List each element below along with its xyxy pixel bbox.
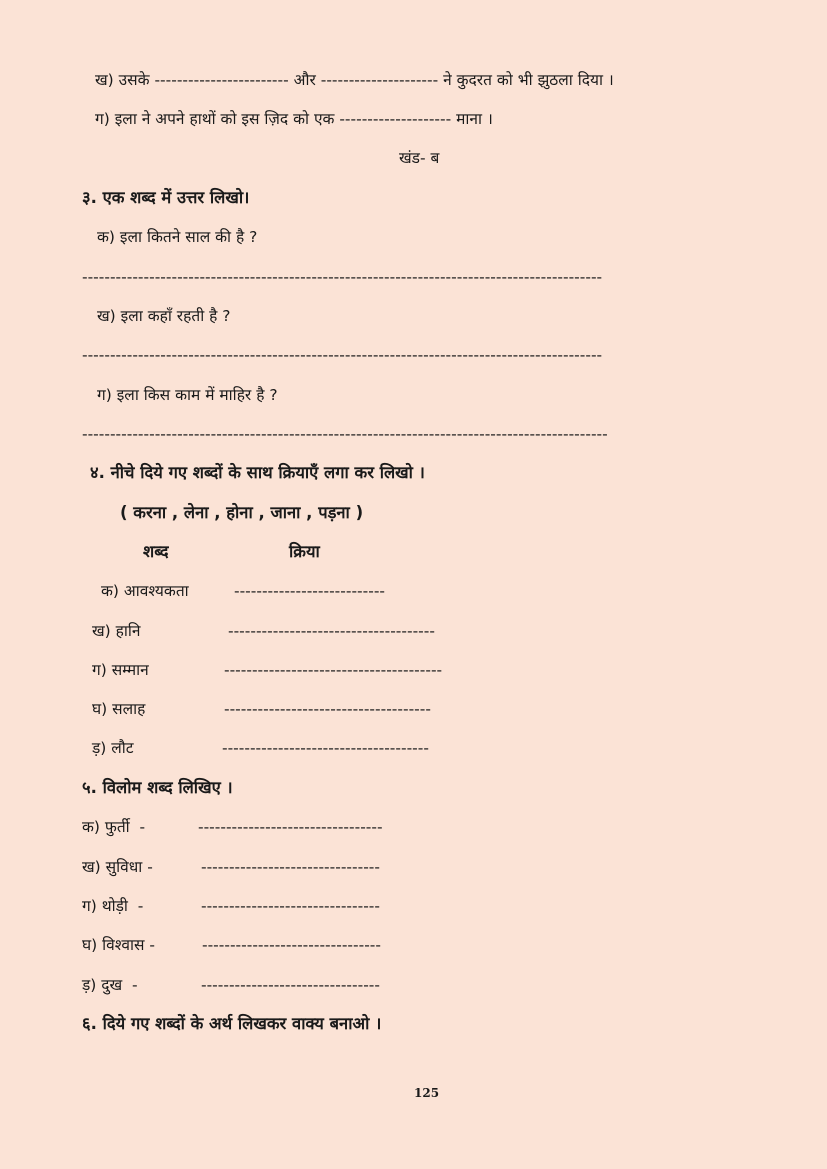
q4-item-line: ------------------------------------- bbox=[228, 622, 435, 640]
q4-item-label: घ) सलाह bbox=[92, 700, 146, 718]
q5-item-line: -------------------------------- bbox=[201, 976, 380, 994]
q5-item-label: ख) सुविधा - bbox=[82, 858, 153, 876]
q5-item-line: --------------------------------- bbox=[198, 818, 383, 836]
q4-item-label: ग) सम्मान bbox=[92, 661, 149, 679]
q5-item-label: ग) थोड़ी - bbox=[82, 897, 144, 915]
page-number: 125 bbox=[414, 1086, 440, 1100]
q4-item-line: ------------------------------------- bbox=[224, 700, 431, 718]
q5-item-line: -------------------------------- bbox=[201, 897, 380, 915]
q5-item-label: घ) विश्वास - bbox=[82, 936, 155, 954]
q3-item-ga: ग) इला किस काम में माहिर है ? bbox=[97, 386, 278, 404]
q5-title: ५. विलोम शब्द लिखिए । bbox=[82, 778, 233, 797]
q5-item-line: -------------------------------- bbox=[202, 936, 381, 954]
q4-title: ४. नीचे दिये गए शब्दों के साथ क्रियाएँ लगा कर लिखो । bbox=[90, 463, 425, 482]
q3-answer-line-1: --------------------------------------------------------------------------------------------- bbox=[82, 268, 603, 286]
q4-options: ( करना , लेना , होना , जाना , पड़ना ) bbox=[120, 503, 364, 522]
fill-blank-ga: ग) इला ने अपने हाथों को इस ज़िद को एक -------------------- माना । bbox=[95, 110, 493, 128]
q5-item-label: ड़) दुख - bbox=[82, 976, 138, 994]
q5-item-label: क) फुर्ती - bbox=[82, 818, 146, 836]
q4-item-line: --------------------------------------- bbox=[224, 661, 443, 679]
q5-item-line: -------------------------------- bbox=[201, 858, 380, 876]
section-heading: खंड- ब bbox=[399, 149, 440, 167]
q4-item-label: क) आवश्यकता bbox=[101, 582, 189, 600]
q4-col-verb: क्रिया bbox=[289, 542, 320, 561]
q4-item-line: ------------------------------------- bbox=[222, 739, 429, 757]
q3-title: ३. एक शब्द में उत्तर लिखो। bbox=[82, 188, 250, 207]
q3-answer-line-3: ---------------------------------------------------------------------------------------------- bbox=[82, 425, 608, 443]
q6-title: ६. दिये गए शब्दों के अर्थ लिखकर वाक्य बनाओ । bbox=[82, 1014, 382, 1033]
q3-item-ka: क) इला कितने साल की है ? bbox=[97, 228, 258, 246]
q4-item-label: ड़) लौट bbox=[92, 739, 134, 757]
q4-item-label: ख) हानि bbox=[92, 622, 141, 640]
q3-item-kha: ख) इला कहाँ रहती है ? bbox=[97, 307, 231, 325]
q4-col-word: शब्द bbox=[143, 542, 169, 561]
q4-item-line: --------------------------- bbox=[234, 582, 386, 600]
fill-blank-kha: ख) उसके ------------------------ और --------------------- ने कुदरत को भी झुठला दिया । bbox=[95, 71, 614, 89]
q3-answer-line-2: --------------------------------------------------------------------------------------------- bbox=[82, 346, 603, 364]
